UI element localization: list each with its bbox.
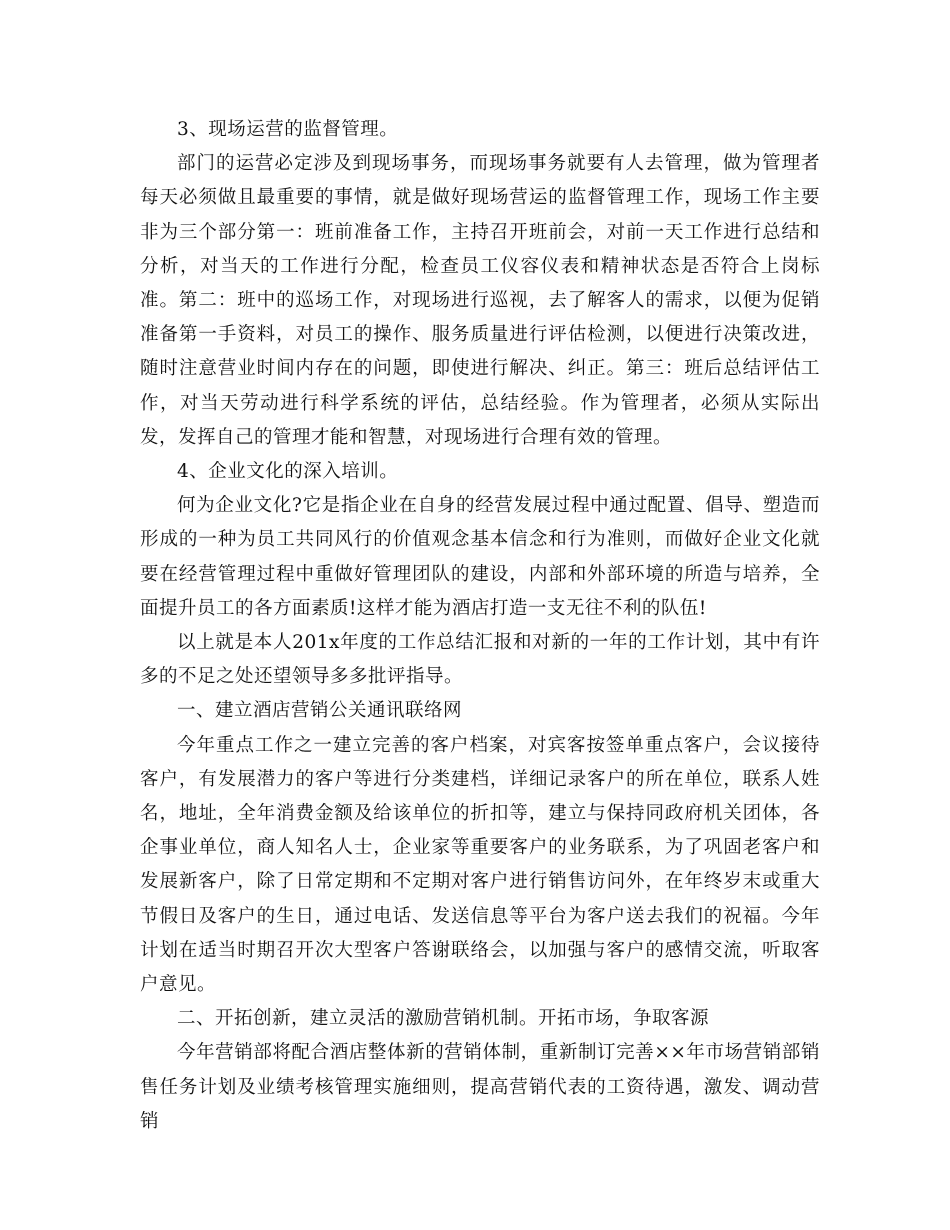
section-heading-3: 3、现场运营的监督管理。 <box>177 119 399 140</box>
document-body <box>140 113 820 1139</box>
paragraph-client-records: 今年重点工作之一建立完善的客户档案，对宾客按签单重点客户，会议接待客户，有发展潜力的客户等进行分类建档，详细记录客户的所在单位，联系人姓名，地址，全年消费金额及给该单位的折扣等，建立与保持同政府机关团体，各企事业单位，商人知名人士，企业家等重要客户的业务联系，为了巩固老客户和发展新客户，除了日常定期和不定期对客户进行销售访问外，在年终岁末或重大节假日及客户的生日，通过电话、发送信息等平台为客户送去我们的祝福。今年计划在适当时期召开次大型客户答谢联络会，以加强与客户的感情交流，听取客户意见。 <box>140 734 820 996</box>
section-heading-4: 4、企业文化的深入培训。 <box>177 461 399 483</box>
paragraph-onsite-supervision: 部门的运营必定涉及到现场事务，而现场事务就要有人去管理，做为管理者每天必须做且最重要的事情，就是做好现场营运的监督管理工作，现场工作主要非为三个部分第一：班前准备工作，主持召开班前会，对前一天工作进行总结和分析，对当天的工作进行分配，检查员工仪容仪表和精神状态是否符合上岗标准。第二：班中的巡场工作，对现场进行巡视，去了解客人的需求，以便为促销准备第一手资料，对员工的操作、服务质量进行评估检测，以便进行决策改进，随时注意营业时间内存在的问题，即使进行解决、纠正。第三：班后总结评估工作，对当天劳动进行科学系统的评估，总结经验。作为管理者，必须从实际出发，发挥自己的管理才能和智慧，对现场进行合理有效的管理。 <box>140 153 820 448</box>
paragraph-corporate-culture: 何为企业文化?它是指企业在自身的经营发展过程中通过配置、倡导、塑造而形成的一种为员工共同风行的价值观念基本信念和行为准则，而做好企业文化就要在经营管理过程中重做好管理团队的建设，内部和外部环境的所造与培养，全面提升员工的各方面素质!这样才能为酒店打造一支无往不利的队伍! <box>140 495 820 619</box>
section-heading-one: 一、建立酒店营销公关通讯联络网 <box>177 700 463 722</box>
paragraph-summary: 以上就是本人201x年度的工作总结汇报和对新的一年的工作计划，其中有许多的不足之处还望领导多多批评指导。 <box>140 632 820 688</box>
section-heading-two: 二、开拓创新，建立灵活的激励营销机制。开拓市场，争取客源 <box>177 1008 710 1030</box>
paragraph-marketing-system: 今年营销部将配合酒店整体新的营销体制，重新制订完善××年市场营销部销售任务计划及业绩考核管理实施细则，提高营销代表的工资待遇，激发、调动营销 <box>140 1042 820 1132</box>
